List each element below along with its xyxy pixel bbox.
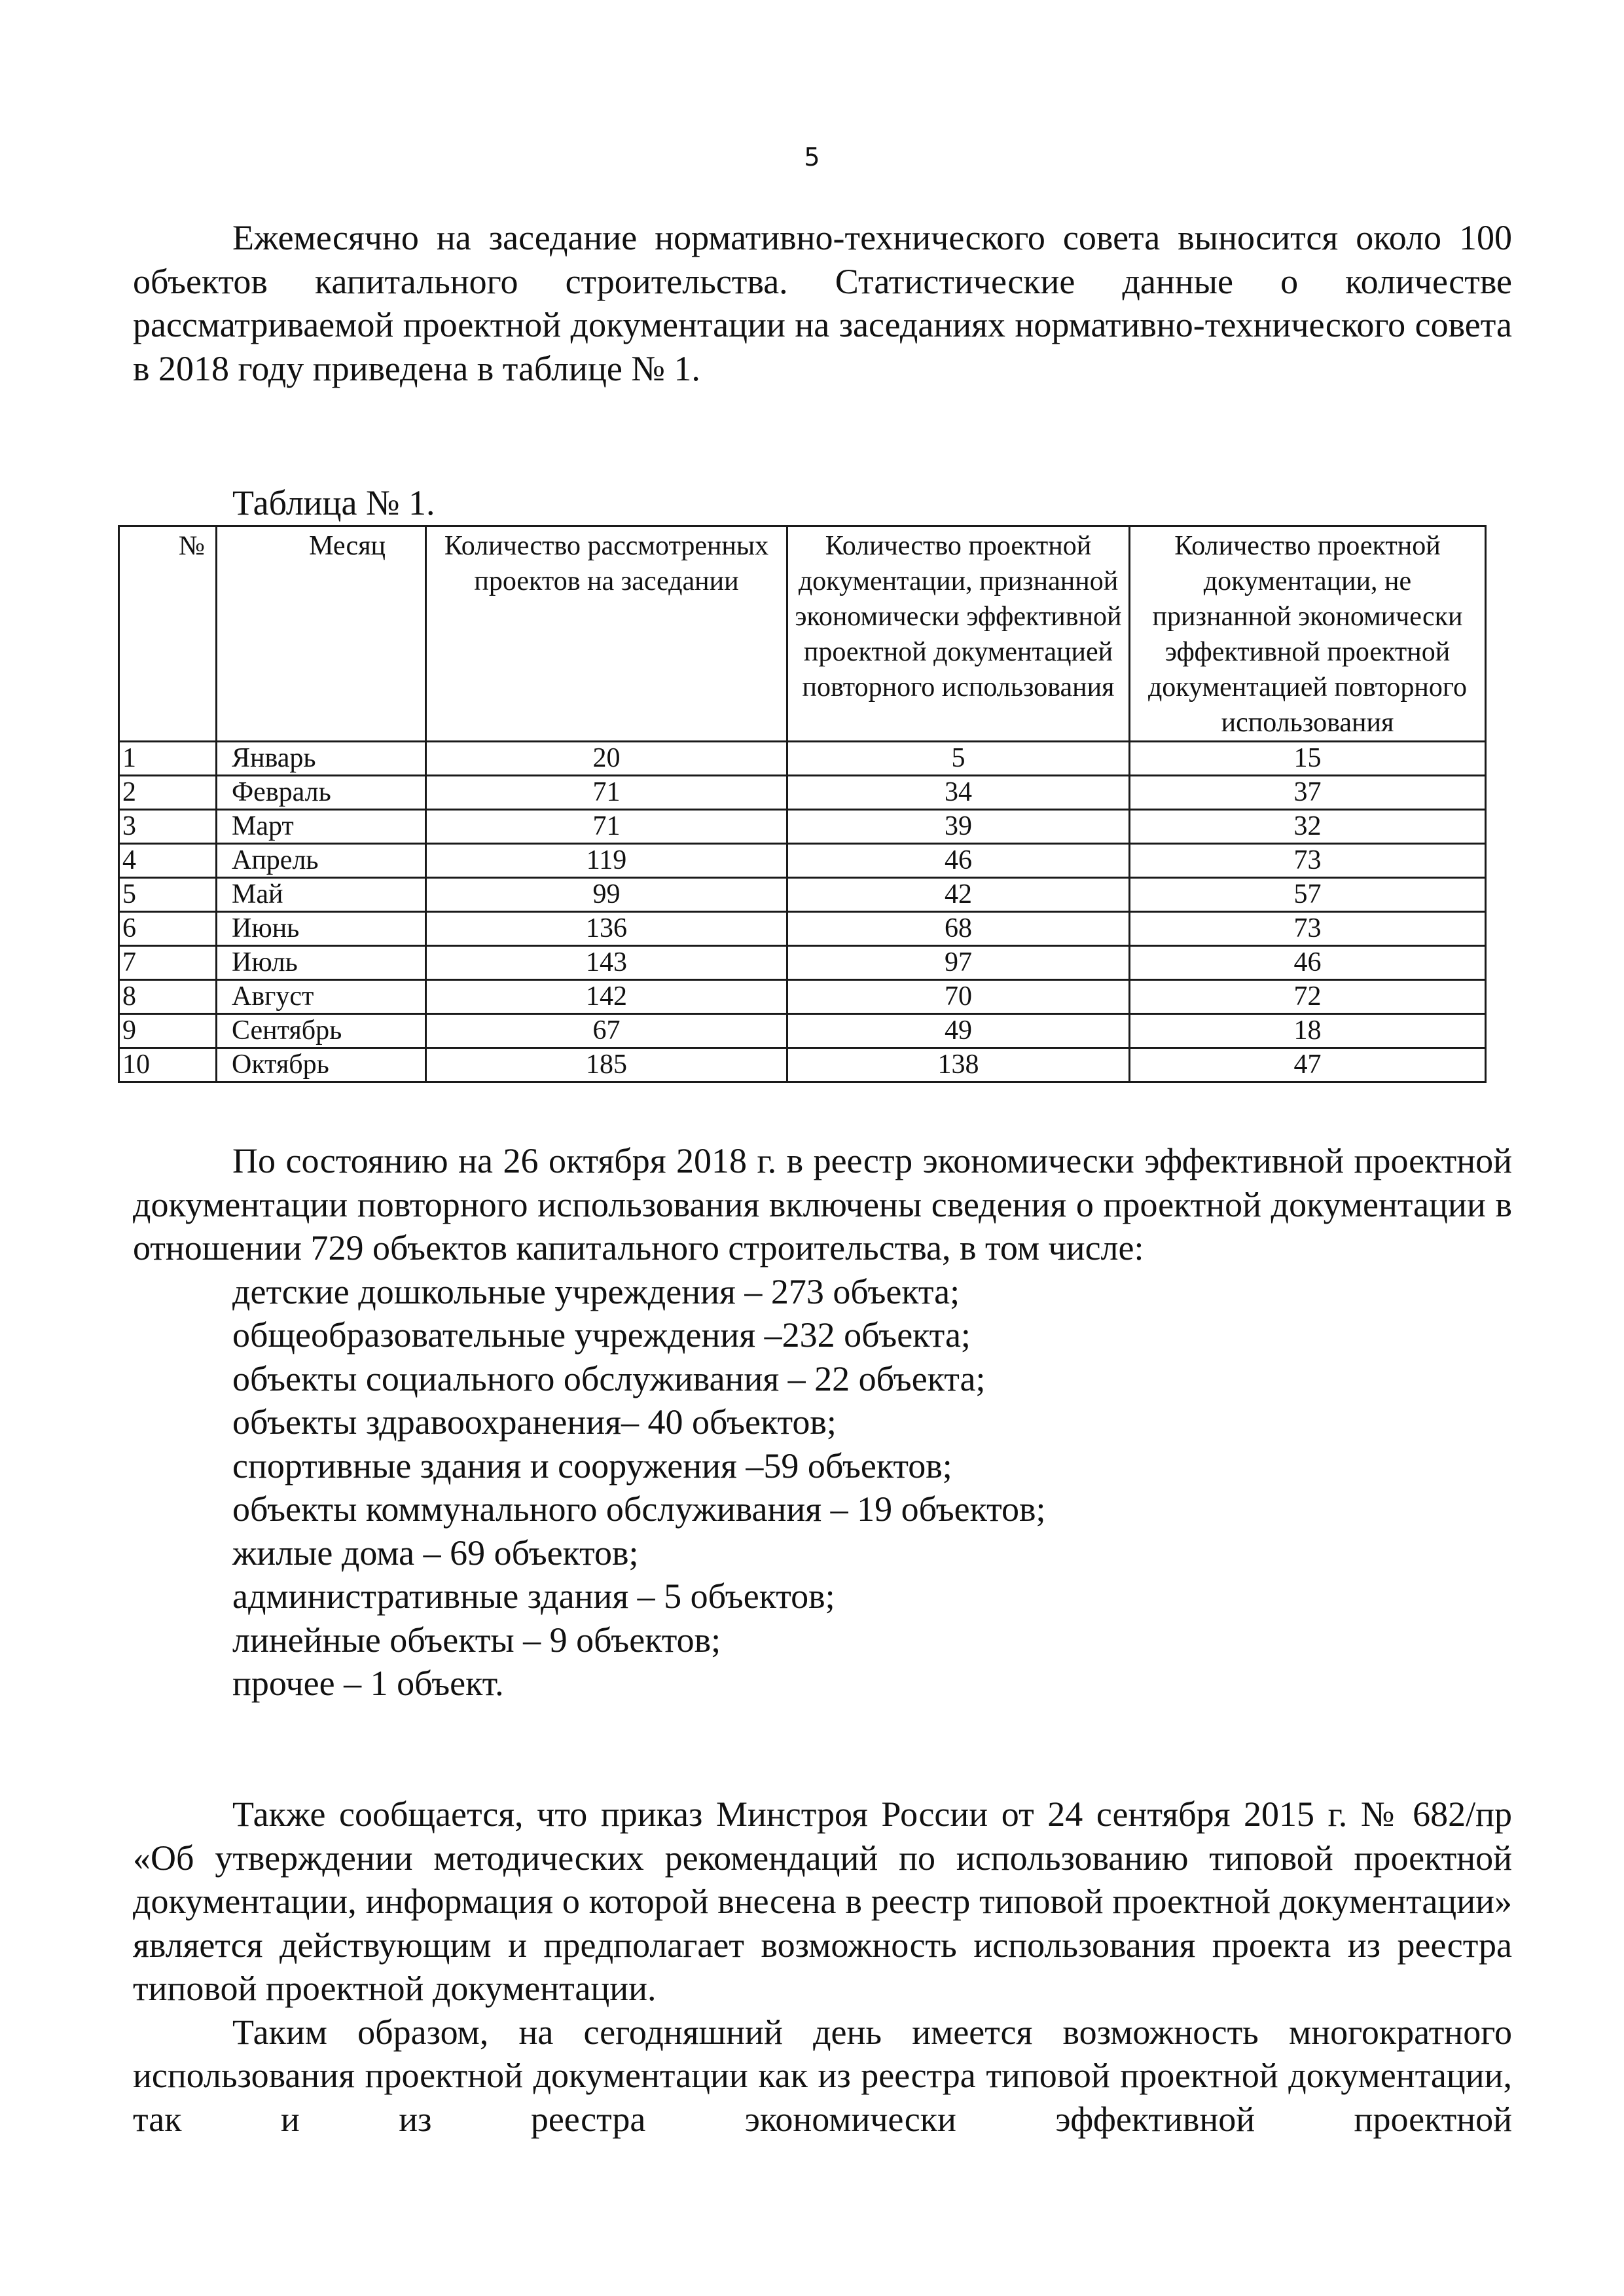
cell-not-recognized: 47 [1130,1048,1486,1082]
header-reviewed: Количество рассмотренных проектов на заседании [426,526,787,742]
table-row [119,844,1486,878]
cell-month: Июнь [217,912,426,946]
list-item: объекты социального обслуживания – 22 объекта; [232,1358,986,1398]
cell-month: Август [217,980,426,1014]
cell-recognized: 39 [787,810,1130,844]
cell-recognized: 42 [787,878,1130,912]
conclusion-paragraph: Таким образом, на сегодняшний день имеется возможность многократного использования проектной документации как из реестра типовой проектной документации, так и из реестра экономически эффективной проектной [133,2012,1512,2139]
cell-recognized: 34 [787,776,1130,810]
cell-not-recognized: 46 [1130,946,1486,980]
cell-no: 5 [119,878,217,912]
cell-recognized: 68 [787,912,1130,946]
cell-reviewed: 136 [426,912,787,946]
cell-not-recognized: 72 [1130,980,1486,1014]
cell-month: Январь [217,742,426,776]
intro-section [133,216,1512,390]
table-header-row [119,526,1486,742]
cell-reviewed: 20 [426,742,787,776]
table-row [119,776,1486,810]
cell-not-recognized: 15 [1130,742,1486,776]
header-month: Месяц [217,526,426,742]
registry-section [133,1139,1512,1705]
list-item: прочее – 1 объект. [232,1664,504,1703]
cell-no: 3 [119,810,217,844]
cell-month: Сентябрь [217,1014,426,1048]
cell-month: Май [217,878,426,912]
cell-no: 9 [119,1014,217,1048]
page-number: 5 [804,143,820,172]
table-caption: Таблица № 1. [232,483,435,522]
cell-reviewed: 99 [426,878,787,912]
cell-not-recognized: 37 [1130,776,1486,810]
cell-reviewed: 142 [426,980,787,1014]
list-item: спортивные здания и сооружения –59 объектов; [232,1446,952,1485]
cell-recognized: 97 [787,946,1130,980]
table-row [119,1014,1486,1048]
list-item: жилые дома – 69 объектов; [232,1533,639,1573]
intro-paragraph: Ежемесячно на заседание нормативно-технического совета выносится около 100 объектов капитального строительства. Статистические данные о количестве рассматриваемой проектной документации на заседаниях нормативно-технического совета в 2018 году приведена в таблице № 1. [133,218,1512,388]
cell-month: Март [217,810,426,844]
cell-reviewed: 143 [426,946,787,980]
table-row [119,980,1486,1014]
order-section [133,1793,1512,2141]
registry-list [133,1270,1512,1705]
cell-no: 7 [119,946,217,980]
cell-no: 4 [119,844,217,878]
list-item: детские дошкольные учреждения – 273 объекта; [232,1271,960,1311]
cell-month: Июль [217,946,426,980]
cell-not-recognized: 57 [1130,878,1486,912]
statistics-table [118,525,1487,1083]
cell-not-recognized: 18 [1130,1014,1486,1048]
cell-recognized: 46 [787,844,1130,878]
list-item: объекты здравоохранения– 40 объектов; [232,1402,837,1442]
cell-recognized: 5 [787,742,1130,776]
cell-no: 2 [119,776,217,810]
table-row [119,810,1486,844]
cell-reviewed: 71 [426,810,787,844]
list-item: линейные объекты – 9 объектов; [232,1620,721,1660]
cell-not-recognized: 73 [1130,844,1486,878]
cell-reviewed: 67 [426,1014,787,1048]
list-item: объекты коммунального обслуживания – 19 объектов; [232,1489,1046,1529]
cell-reviewed: 71 [426,776,787,810]
header-recognized: Количество проектной документации, признанной экономически эффективной проектной документацией повторного использования [787,526,1130,742]
list-item: общеобразовательные учреждения –232 объекта; [232,1315,971,1355]
header-not-recognized: Количество проектной документации, не признанной экономически эффективной проектной документацией повторного использования [1130,526,1486,742]
cell-no: 10 [119,1048,217,1082]
cell-not-recognized: 73 [1130,912,1486,946]
cell-recognized: 138 [787,1048,1130,1082]
cell-recognized: 70 [787,980,1130,1014]
cell-month: Февраль [217,776,426,810]
cell-not-recognized: 32 [1130,810,1486,844]
cell-reviewed: 185 [426,1048,787,1082]
table-row [119,742,1486,776]
table-row [119,946,1486,980]
list-item: административные здания – 5 объектов; [232,1576,835,1616]
cell-no: 6 [119,912,217,946]
table-row [119,912,1486,946]
table-row [119,878,1486,912]
cell-reviewed: 119 [426,844,787,878]
registry-paragraph: По состоянию на 26 октября 2018 г. в реестр экономически эффективной проектной документации повторного использования включены сведения о проектной документации в отношении 729 объектов капитального строительства, в том числе: [133,1141,1512,1267]
cell-recognized: 49 [787,1014,1130,1048]
cell-month: Октябрь [217,1048,426,1082]
cell-month: Апрель [217,844,426,878]
cell-no: 8 [119,980,217,1014]
header-no: № [119,526,217,742]
table-row [119,1048,1486,1082]
order-paragraph: Также сообщается, что приказ Минстроя России от 24 сентября 2015 г. № 682/пр «Об утверждении методических рекомендаций по использованию типовой проектной документации, информация о которой внесена в реестр типовой проектной документации» является действующим и предполагает возможность использования проекта из реестра типовой проектной документации. [133,1795,1512,2008]
cell-no: 1 [119,742,217,776]
